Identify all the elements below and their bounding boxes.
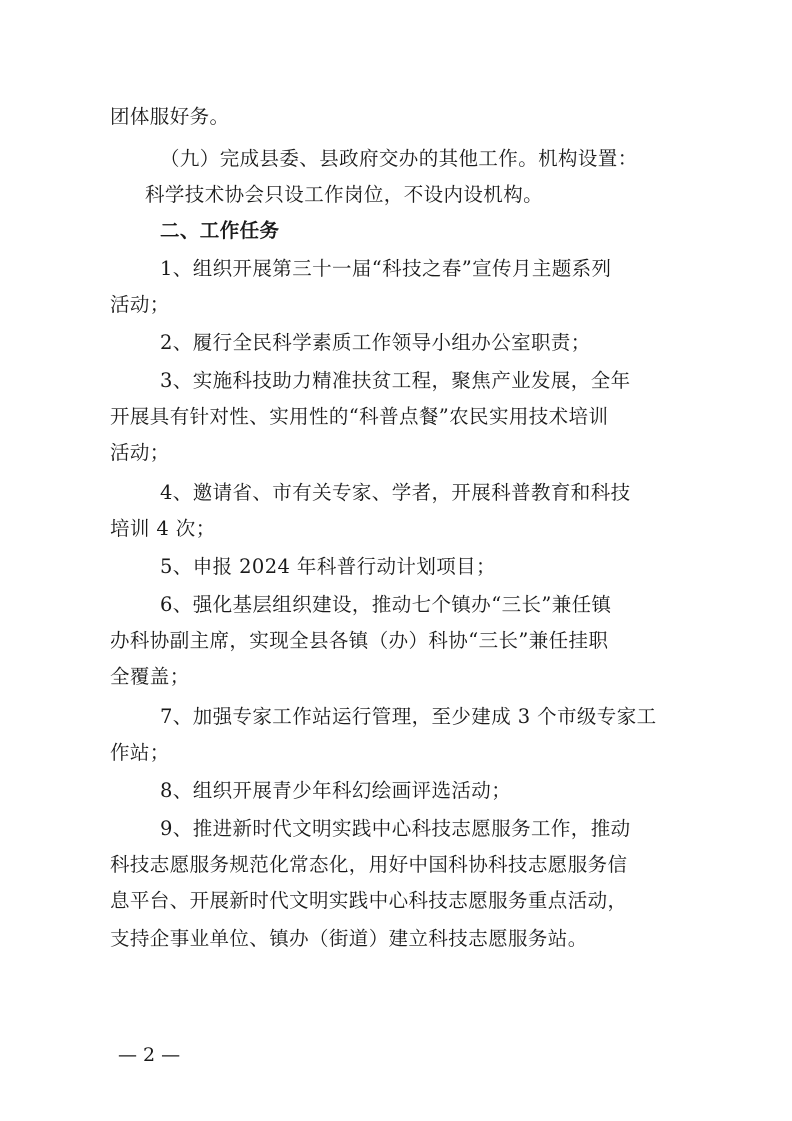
- task-6-line-1: 6、强化基层组织建设，推动七个镇办“三长”兼任镇: [160, 593, 612, 616]
- section-heading: 二、工作任务: [160, 219, 280, 242]
- task-1-line-1: 1、组织开展第三十一届“科技之春”宣传月主题系列: [160, 257, 612, 280]
- task-9-line-1: 9、推进新时代文明实践中心科技志愿服务工作，推动: [160, 817, 631, 840]
- task-9-line-4: 支持企事业单位、镇办（街道）建立科技志愿服务站。: [110, 927, 588, 950]
- task-6-line-3: 全覆盖；: [110, 665, 190, 688]
- task-7-line-1: 7、加强专家工作站运行管理，至少建成 3 个市级专家工: [160, 705, 657, 728]
- task-4-line-1: 4、邀请省、市有关专家、学者，开展科普教育和科技: [160, 481, 631, 504]
- task-3-line-1: 3、实施科技助力精准扶贫工程，聚焦产业发展，全年: [160, 369, 631, 392]
- text-line-1: 团体服好务。: [110, 105, 230, 128]
- task-3-line-2: 开展具有针对性、实用性的“科普点餐”农民实用技术培训: [110, 405, 609, 428]
- text-line-3: 科学技术协会只设工作岗位，不设内设机构。: [145, 183, 544, 206]
- task-9-line-3: 息平台、开展新时代文明实践中心科技志愿服务重点活动，: [110, 889, 628, 912]
- task-9-line-2: 科技志愿服务规范化常态化，用好中国科协科技志愿服务信: [110, 853, 628, 876]
- text-line-2: （九）完成县委、县政府交办的其他工作。机构设置：: [160, 147, 638, 170]
- task-2-line-1: 2、履行全民科学素质工作领导小组办公室职责；: [160, 331, 591, 354]
- task-1-line-2: 活动；: [110, 293, 170, 316]
- task-4-line-2: 培训 4 次；: [110, 517, 216, 540]
- task-8-line-1: 8、组织开展青少年科幻绘画评选活动；: [160, 779, 512, 802]
- task-3-line-3: 活动；: [110, 441, 170, 464]
- task-7-line-2: 作站；: [110, 741, 170, 764]
- page-number: — 2 —: [118, 1044, 181, 1066]
- task-6-line-2: 办科协副主席，实现全县各镇（办）科协“三长”兼任挂职: [110, 629, 609, 652]
- task-5-line-1: 5、申报 2024 年科普行动计划项目；: [160, 555, 496, 578]
